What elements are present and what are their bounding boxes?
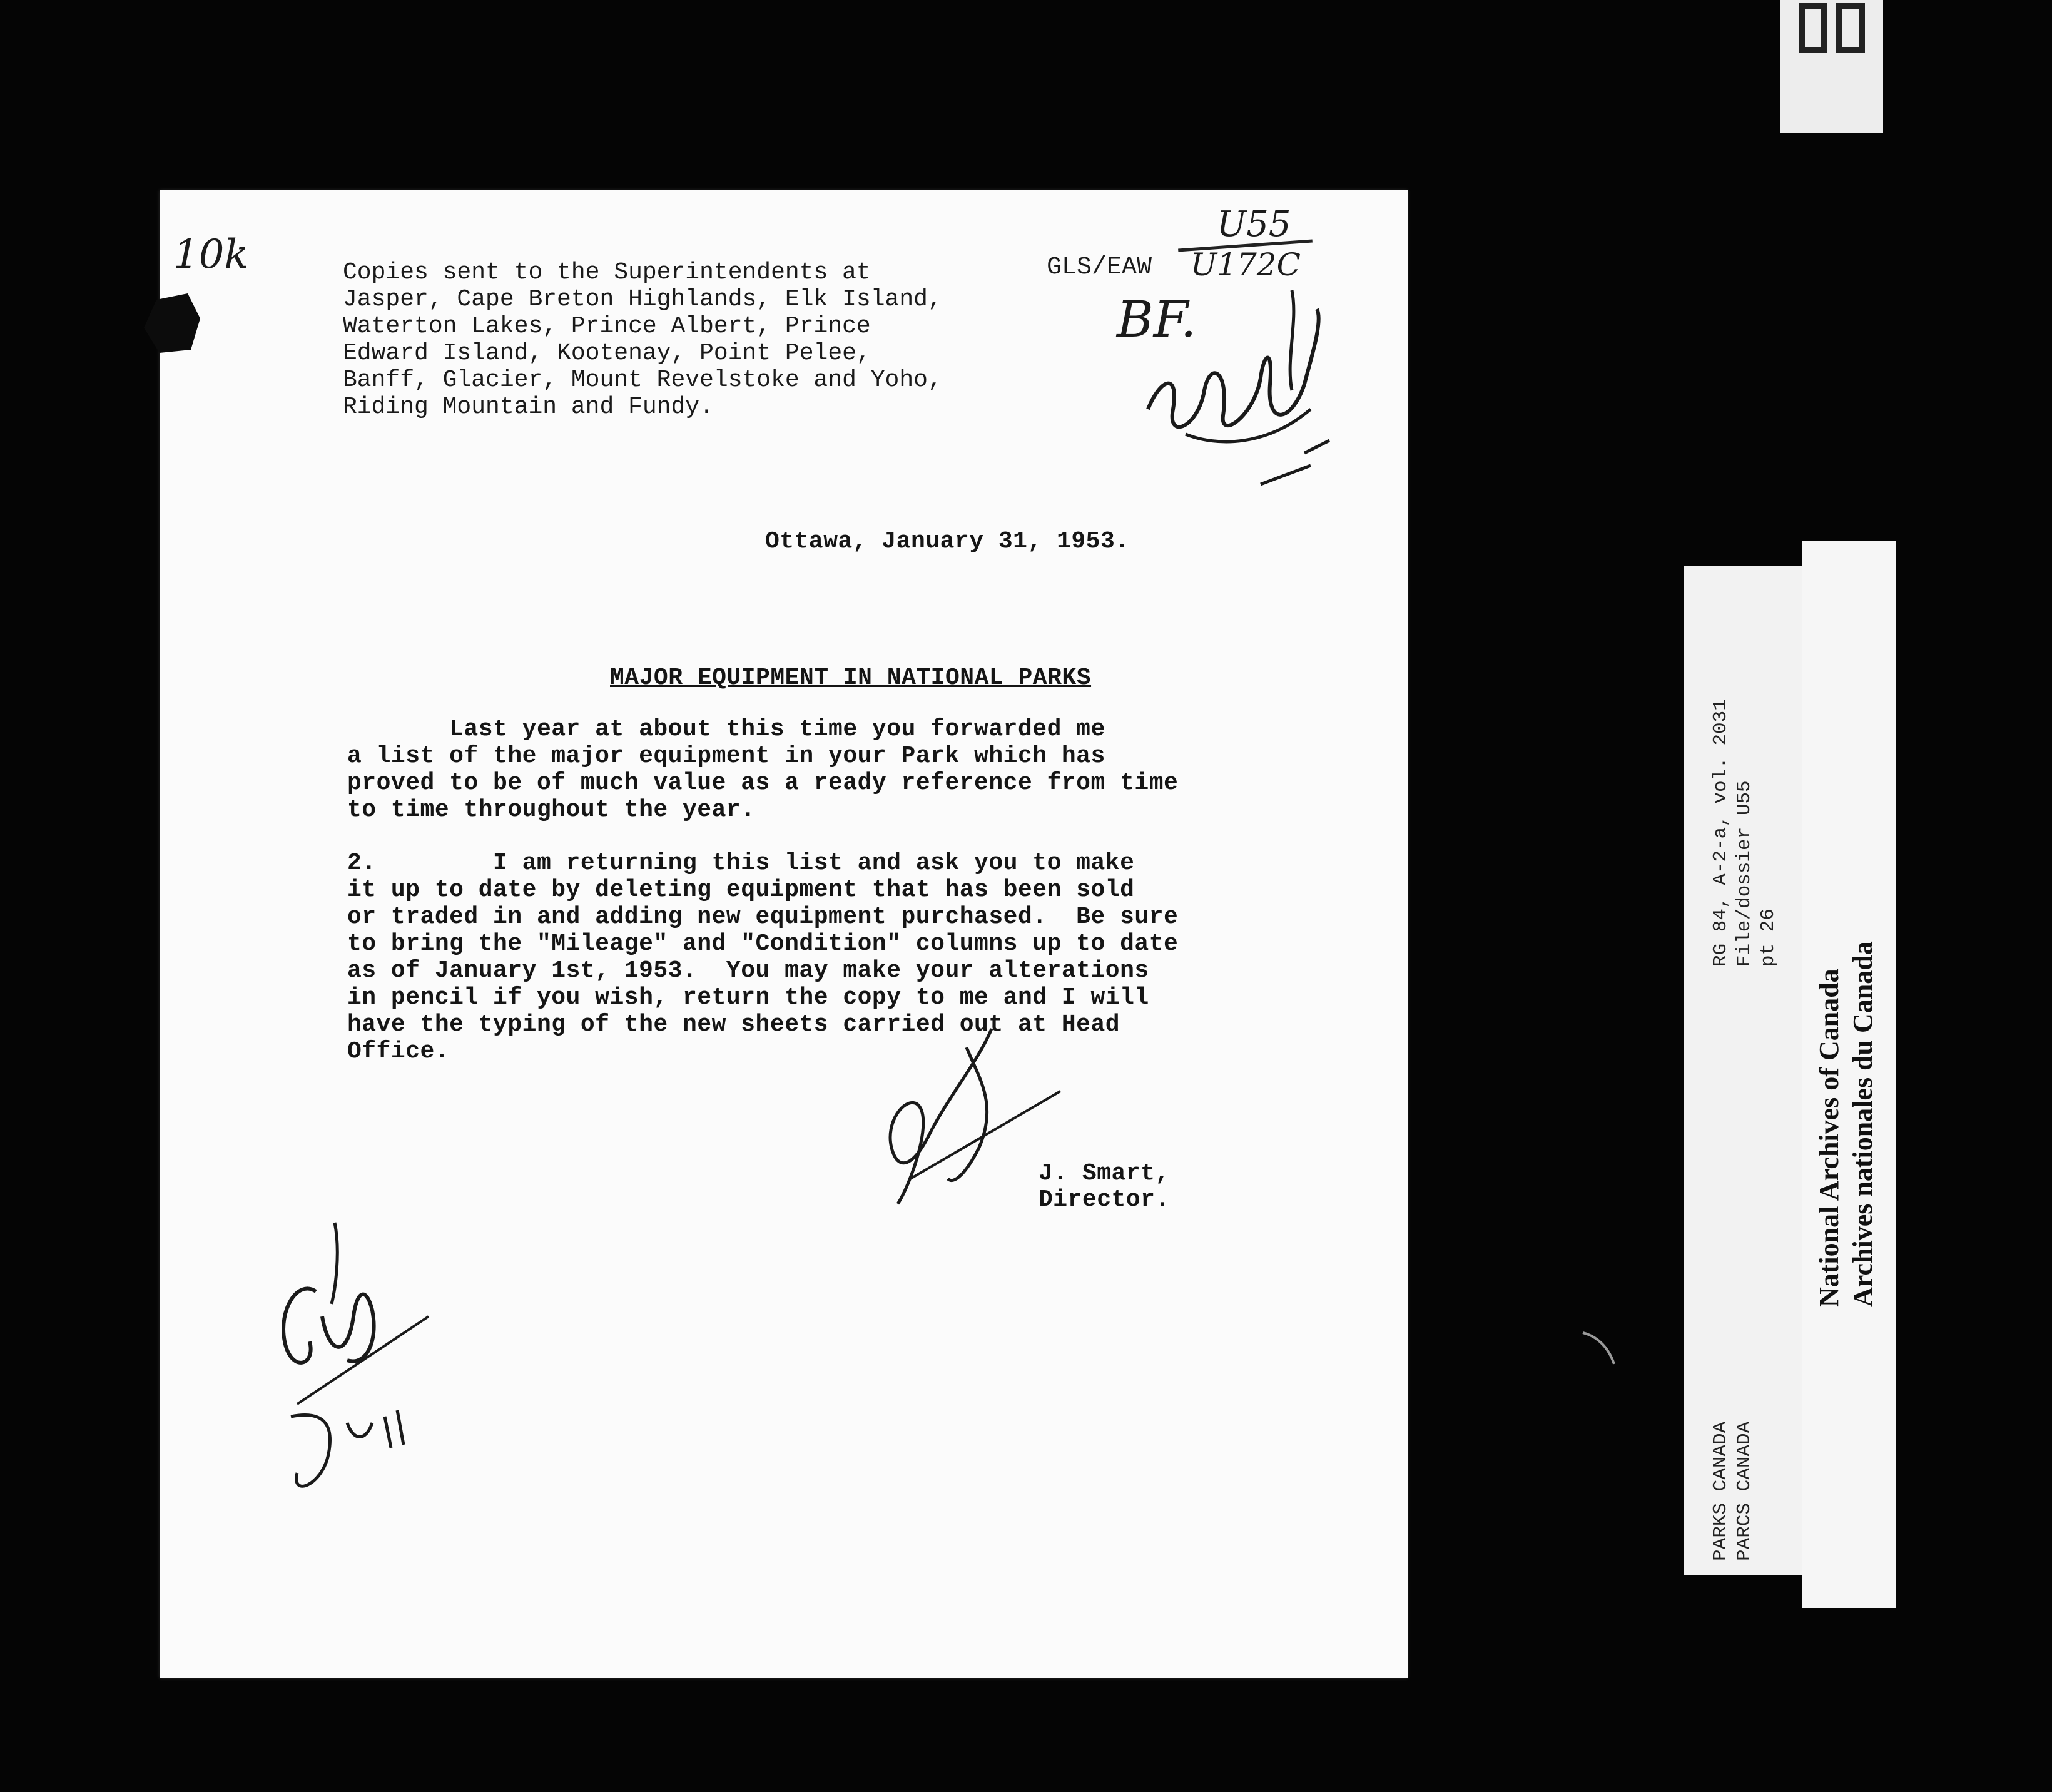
paragraph-line: have the typing of the new sheets carried out at Head [347, 1011, 1120, 1038]
paragraph-line: proved to be of much value as a ready reference from time [347, 770, 1179, 797]
frame-marker-glyph [1780, 0, 1883, 133]
copies-line: Banff, Glacier, Mount Revelstoke and Yoho, [343, 367, 942, 394]
paragraph-line: it up to date by deleting equipment that has been sold [347, 877, 1135, 904]
archives-name-fr: Archives nationales du Canada [1847, 941, 1878, 1307]
national-archives-label [1802, 541, 1896, 1608]
archive-reference-line: pt 26 [1757, 908, 1779, 967]
subject-heading: MAJOR EQUIPMENT IN NATIONAL PARKS [610, 664, 1092, 691]
handwritten-initials-scribble [1104, 284, 1367, 491]
signatory-title: Director. [1039, 1186, 1170, 1213]
archive-reference-line: RG 84, A-2-a, vol. 2031 [1710, 699, 1732, 967]
paragraph-line: in pencil if you wish, return the copy to me and I will [347, 984, 1149, 1011]
file-ref-top: U55 [1217, 204, 1291, 245]
agency-en: PARKS CANADA [1710, 1421, 1732, 1561]
paragraph-1 [347, 716, 1178, 823]
place-date: Ottawa, January 31, 1953. [765, 528, 1130, 555]
copies-distribution-list [343, 259, 942, 420]
archives-name-en: National Archives of Canada [1814, 969, 1844, 1307]
copies-line: Waterton Lakes, Prince Albert, Prince [343, 313, 871, 340]
letter-sheet [160, 190, 1408, 1678]
file-ref-bottom: U172C [1191, 247, 1301, 283]
ink-blot [138, 284, 206, 359]
handwritten-initials-bottom [222, 1216, 447, 1529]
copies-line: Copies sent to the Superintendents at [343, 259, 871, 286]
archive-reference-strip [1684, 566, 1814, 1575]
paragraph-line: 2. I am returning this list and ask you to make [347, 850, 1135, 877]
background-scratch [1577, 1320, 1627, 1377]
film-frame-marker [1780, 0, 1883, 133]
copies-line: Riding Mountain and Fundy. [343, 394, 714, 420]
handwritten-note: BF. [1117, 290, 1197, 349]
copies-line: Edward Island, Kootenay, Point Pelee, [343, 340, 871, 367]
margin-initials: 10k [173, 232, 249, 278]
paragraph-line: Last year at about this time you forwarded me [347, 716, 1105, 743]
reference-code: GLS/EAW [1047, 253, 1152, 282]
archive-reference-line: File/dossier U55 [1734, 780, 1755, 967]
paragraph-line: a list of the major equipment in your Park which has [347, 743, 1105, 770]
signatory-name: J. Smart, [1039, 1160, 1170, 1187]
paragraph-line: or traded in and adding new equipment purchased. Be sure [347, 904, 1179, 930]
agency-fr: PARCS CANADA [1734, 1421, 1755, 1561]
copies-line: Jasper, Cape Breton Highlands, Elk Island, [343, 286, 942, 313]
paragraph-line: Office. [347, 1038, 450, 1065]
paragraph-line: to time throughout the year. [347, 797, 756, 823]
paragraph-line: as of January 1st, 1953. You may make your alterations [347, 957, 1149, 984]
paragraph-line: to bring the "Mileage" and "Condition" columns up to date [347, 930, 1179, 957]
